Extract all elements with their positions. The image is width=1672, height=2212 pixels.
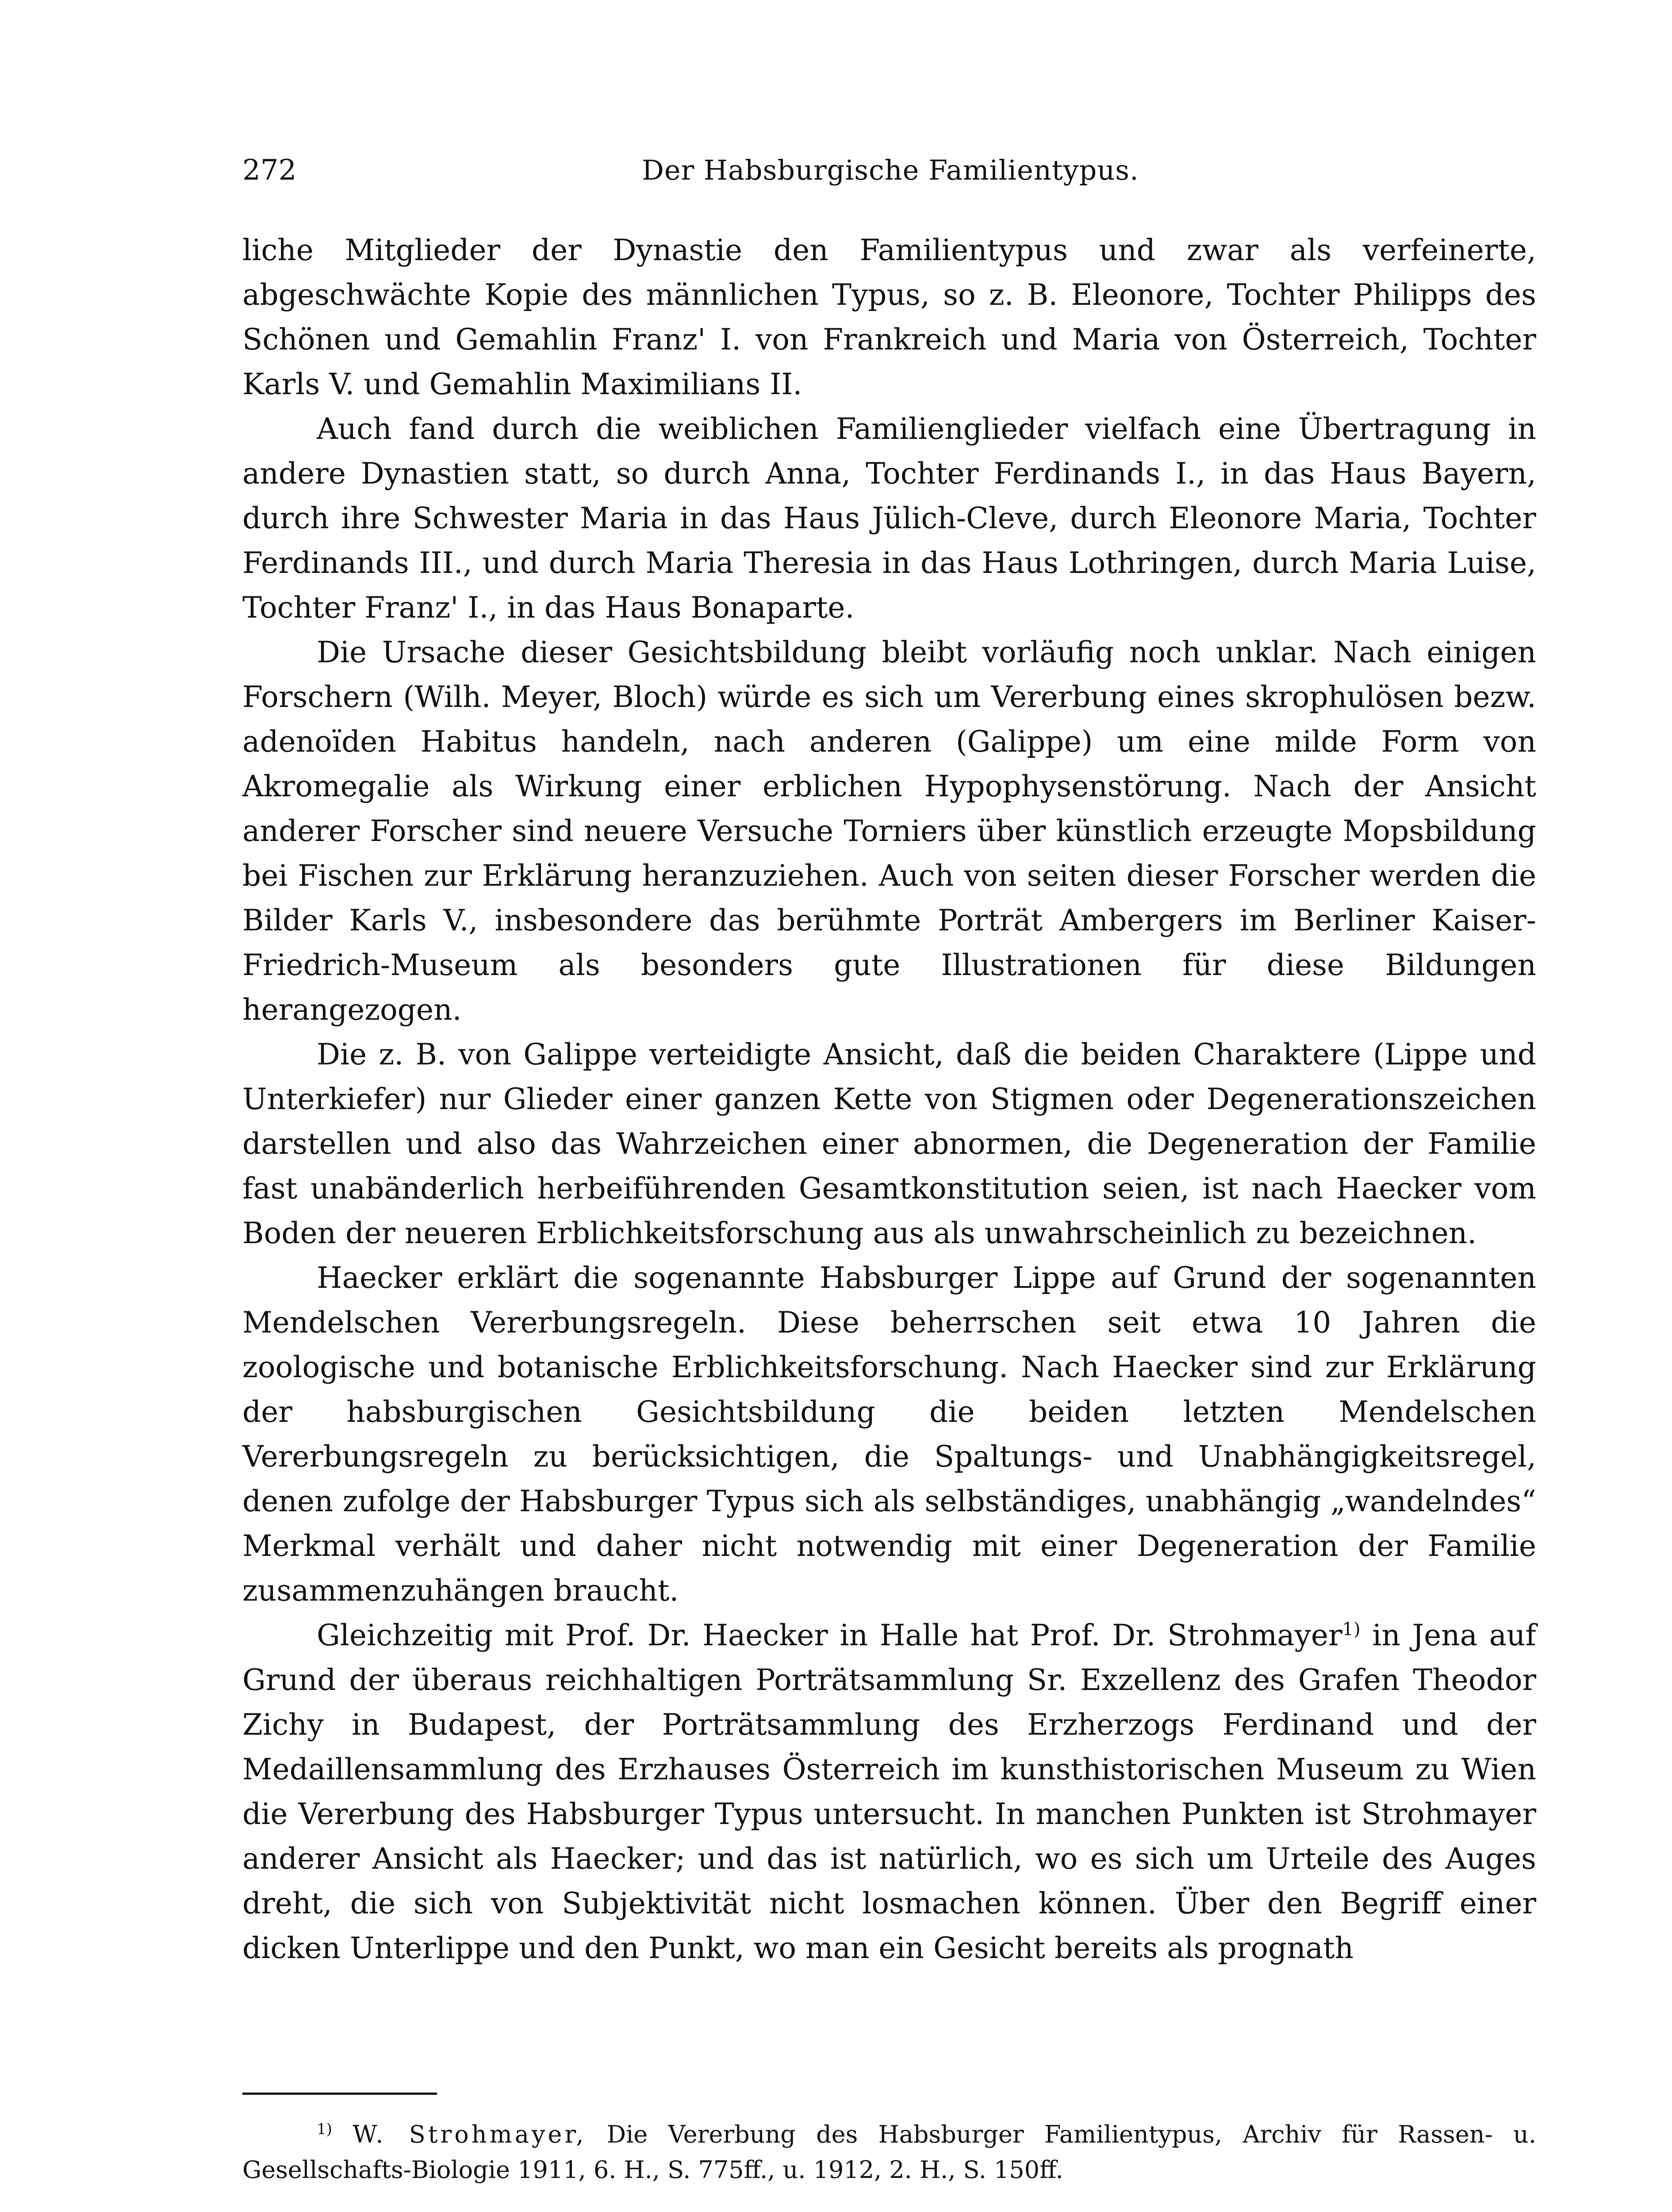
paragraph-continuation: liche Mitglieder der Dynastie den Familientypus und zwar als verfeinerte, abgeschwächte Kopie des männlichen Typus, so z. B. Eleonore, Tochter Philipps des Schönen und Gemahlin Franz' I. von Frankreich und Maria von Österreich, Tochter Karls V. und Gemahlin Maximilians II. [242,233,1536,401]
footnote-text: Die Vererbung des Habsburger Familientypus, Archiv für Rassen- u. Gesellschafts-Biologie 1911, 6. H., S. 775ff., u. 1912, 2. H., S. 150ff. [242,2120,1536,2184]
paragraph: Auch fand durch die weiblichen Familienglieder vielfach eine Übertragung in andere Dynastien statt, so durch Anna, Tochter Ferdinands I., in das Haus Bayern, durch ihre Schwester Maria in das Haus Jülich-Cleve, durch Eleonore Maria, Tochter Ferdinands III., und durch Maria Theresia in das Haus Lothringen, durch Maria Luise, Tochter Franz' I., in das Haus Bonaparte. [242,412,1536,625]
paragraph: Die z. B. von Galippe verteidigte Ansicht, daß die beiden Charaktere (Lippe und Unterkiefer) nur Glieder einer ganzen Kette von Stigmen oder Degenerationszeichen darstellen und also das Wahrzeichen einer abnormen, die Degeneration der Familie fast unabänderlich herbeiführenden Gesamtkonstitution seien, ist nach Haecker vom Boden der neueren Erblichkeitsforschung aus als unwahrscheinlich zu bezeichnen. [242,1037,1536,1250]
running-title: Der Habsburgische Familientypus. [642,154,1139,186]
footnote-divider [242,2093,437,2095]
footnote-reference[interactable]: 1) [1342,1619,1361,1640]
paragraph-text: Gleichzeitig mit Prof. Dr. Haecker in Halle hat Prof. Dr. Strohmayer [317,1618,1342,1652]
body-text [242,228,1536,1970]
running-head [242,146,1538,195]
paragraph: Haecker erklärt die sogenannte Habsburger Lippe auf Grund der sogenannten Mendelschen Vererbungsregeln. Diese beherrschen seit etwa 10 Jahren die zoologische und botanische Erblichkeitsforschung. Nach Haecker sind zur Erklärung der habsburgischen Gesichtsbildung die beiden letzten Mendelschen Vererbungsregeln zu berücksichtigen, die Spaltungs- und Unabhängigkeitsregel, denen zufolge der Habsburger Typus sich als selbständiges, unabhängig „wandelndes“ Merkmal verhält und daher nicht notwendig mit einer Degeneration der Familie zusammenzuhängen braucht. [242,1261,1536,1608]
paragraph-with-footnote-ref [242,1613,1536,1970]
footnote-author: W. Strohmayer, [353,2120,587,2148]
paragraph-text: in Jena auf Grund der überaus reichhaltigen Porträtsammlung Sr. Exzellenz des Grafen Theodor Zichy in Budapest, der Porträtsammlung des Erzherzogs Ferdinand und der Medaillensammlung des Erzhauses Österreich im kunsthistorischen Museum zu Wien die Vererbung des Habsburger Typus untersucht. In manchen Punkten ist Strohmayer anderer Ansicht als Haecker; und das ist natürlich, wo es sich um Urteile des Auges dreht, die sich von Subjektivität nicht losmachen können. Über den Begriff einer dicken Unterlippe und den Punkt, wo man ein Gesicht bereits als prognath [242,1618,1536,1965]
page-number: 272 [242,154,297,187]
paragraph: Die Ursache dieser Gesichtsbildung bleibt vorläufig noch unklar. Nach einigen Forschern (Wilh. Meyer, Bloch) würde es sich um Vererbung eines skrophulösen bezw. adenoïden Habitus handeln, nach anderen (Galippe) um eine milde Form von Akromegalie als Wirkung einer erblichen Hypophysenstörung. Nach der Ansicht anderer Forscher sind neuere Versuche Torniers über künstlich erzeugte Mopsbildung bei Fischen zur Erklärung heranzuziehen. Auch von seiten dieser Forscher werden die Bilder Karls V., insbesondere das berühmte Porträt Ambergers im Berliner Kaiser-Friedrich-Museum als besonders gute Illustrationen für diese Bildungen herangezogen. [242,635,1536,1027]
footnote-mark: 1) [317,2120,332,2138]
footnote [242,2117,1536,2188]
